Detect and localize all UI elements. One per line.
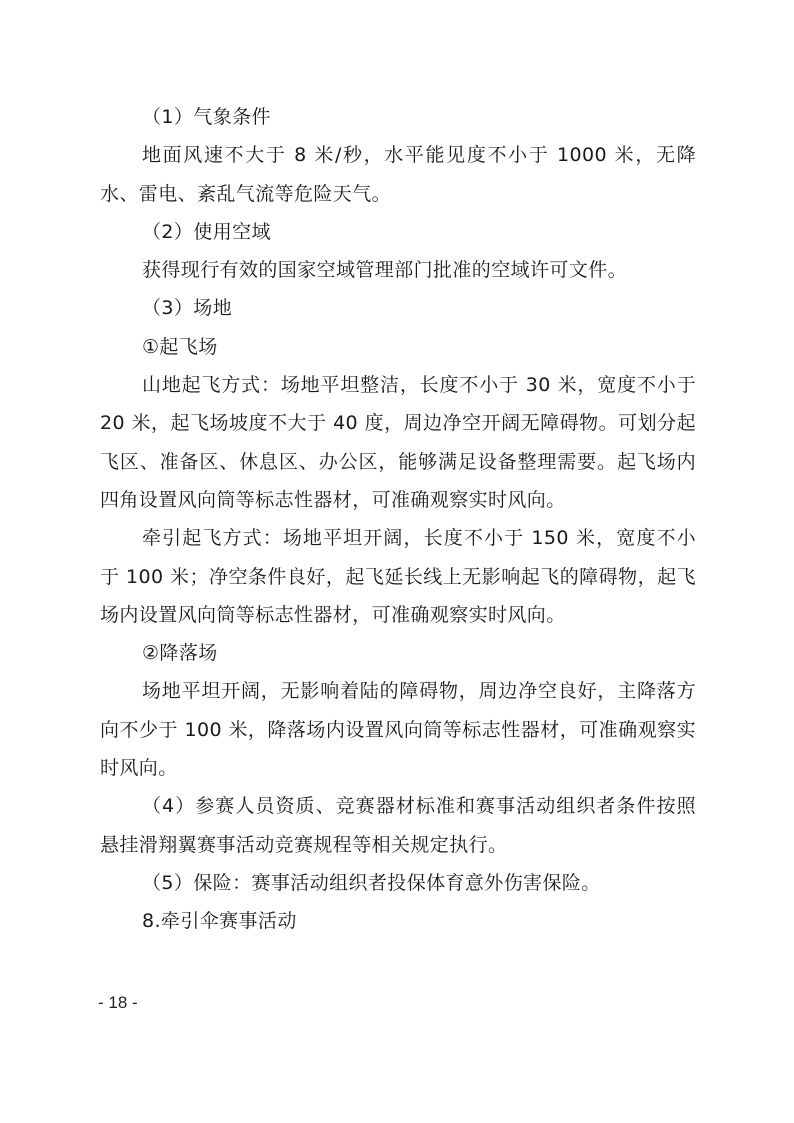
paragraph-insurance: （5）保险：赛事活动组织者投保体育意外伤害保险。 xyxy=(142,871,601,894)
paragraph-tow-takeoff: 牵引起飞方式：场地平坦开阔，长度不小于 150 米，宽度不小于 100 米；净空条件良好，起飞延长线上无影响起飞的障碍物，起飞场内设置风向筒等标志性器材，可准确观察实时风向。 xyxy=(100,527,696,626)
paragraph-airspace: 获得现行有效的国家空域管理部门批准的空域许可文件。 xyxy=(142,259,628,282)
heading-airspace: （2）使用空域 xyxy=(142,220,271,243)
section-heading-tow-parachute: 8.牵引伞赛事活动 xyxy=(142,910,297,933)
paragraph-mountain-takeoff: 山地起飞方式：场地平坦整洁，长度不小于 30 米，宽度不小于 20 米，起飞场坡度不大于 40 度，周边净空开阔无障碍物。可划分起飞区、准备区、休息区、办公区，能够满足设备整理需要。起飞场内四角设置风向筒等标志性器材，可准确观察实时风向。 xyxy=(100,374,696,511)
paragraph-landing-site: 场地平坦开阔，无影响着陆的障碍物，周边净空良好，主降落方向不少于 100 米，降落场内设置风向筒等标志性器材，可准确观察实时风向。 xyxy=(100,680,696,780)
subheading-takeoff-site: ①起飞场 xyxy=(142,335,218,358)
subheading-landing-site: ②降落场 xyxy=(142,642,218,665)
document-body xyxy=(100,98,696,941)
page-number: - 18 - xyxy=(98,993,138,1012)
heading-weather: （1）气象条件 xyxy=(142,106,271,128)
paragraph-qualifications: （4）参赛人员资质、竞赛器材标准和赛事活动组织者条件按照悬挂滑翔翼赛事活动竞赛规程等相关规定执行。 xyxy=(100,795,696,856)
heading-site: （3）场地 xyxy=(142,297,233,320)
paragraph-weather: 地面风速不大于 8 米/秒，水平能见度不小于 1000 米，无降水、雷电、紊乱气流等危险天气。 xyxy=(100,144,696,205)
